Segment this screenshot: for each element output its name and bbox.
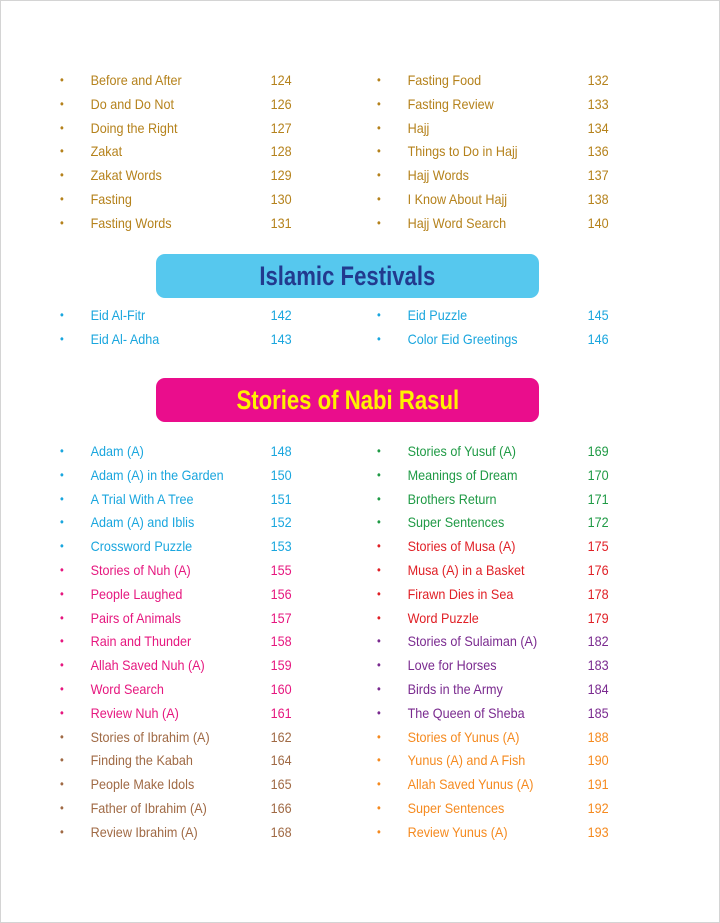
bullet-icon: •: [377, 215, 381, 230]
toc-entry-title: Do and Do Not: [90, 95, 174, 112]
toc-entry: [377, 749, 665, 773]
toc-entry-page-number: 176: [587, 561, 609, 578]
toc-entry: [377, 821, 665, 845]
toc-entry-page-number: 179: [587, 609, 609, 626]
toc-entry: [377, 654, 665, 678]
toc-entry: [60, 304, 348, 328]
toc-entry: [60, 749, 348, 773]
toc-entry-title: Adam (A): [90, 443, 144, 459]
bullet-icon: •: [60, 144, 64, 159]
toc-entry: [60, 328, 348, 352]
toc-entry-title: Super Sentences: [407, 514, 505, 531]
toc-entry: [60, 212, 348, 236]
toc-entry-title: Yunus (A) and A Fish: [407, 752, 526, 769]
bullet-icon: •: [60, 515, 64, 530]
toc-entry: [60, 440, 348, 464]
toc-entry-title: Eid Puzzle: [407, 307, 468, 323]
toc-entry-title: Review Ibrahim (A): [90, 823, 198, 840]
toc-entry-title: Stories of Ibrahim (A): [90, 728, 210, 745]
toc-entry-title: People Laughed: [90, 585, 183, 602]
toc-entry: [377, 328, 665, 352]
toc-entry-title: Word Search: [90, 680, 164, 697]
toc-entry-page-number: 151: [270, 490, 292, 507]
toc-entry-page-number: 131: [270, 214, 292, 231]
toc-entry-title: A Trial With A Tree: [90, 490, 194, 507]
toc-entry-page-number: 165: [270, 776, 292, 793]
bullet-icon: •: [60, 729, 64, 744]
bullet-icon: •: [60, 191, 64, 206]
toc-entry-title: Rain and Thunder: [90, 633, 192, 650]
bullet-icon: •: [377, 444, 381, 458]
toc-entry: [60, 821, 348, 845]
toc-entry-page-number: 172: [587, 514, 609, 531]
toc-entry-title: Firawn Dies in Sea: [407, 585, 514, 602]
toc-entry-title: Review Yunus (A): [407, 823, 508, 840]
section-heading-text: Islamic Festivals: [259, 261, 436, 291]
toc-entry: [377, 535, 665, 559]
toc-entry-page-number: 128: [270, 143, 292, 160]
toc-entry: [60, 464, 348, 488]
toc-entry-title: Fasting Review: [407, 95, 494, 112]
toc-entry-title: Love for Horses: [407, 657, 497, 674]
toc-entry-title: Before and After: [90, 72, 182, 88]
toc-entry-title: Stories of Musa (A): [407, 538, 516, 555]
bullet-icon: •: [60, 586, 64, 601]
toc-entry: [60, 702, 348, 726]
toc-entry: [377, 488, 665, 512]
toc-entry-page-number: 182: [587, 633, 609, 650]
bullet-icon: •: [377, 168, 381, 183]
toc-entry-page-number: 146: [587, 330, 609, 347]
bullet-icon: •: [377, 753, 381, 768]
toc-entry-page-number: 169: [587, 443, 609, 459]
toc-entry-page-number: 152: [270, 514, 292, 531]
toc-entry-title: Doing the Right: [90, 119, 178, 136]
toc-entry-page-number: 170: [587, 466, 609, 483]
toc-entry-title: Hajj: [407, 119, 430, 136]
toc-entry-title: Stories of Nuh (A): [90, 561, 191, 578]
toc-entry-title: I Know About Hajj: [407, 190, 508, 207]
toc-entry-page-number: 136: [587, 143, 609, 160]
bullet-icon: •: [377, 610, 381, 625]
toc-entry-page-number: 156: [270, 585, 292, 602]
bullet-icon: •: [377, 191, 381, 206]
toc-entry-page-number: 160: [270, 680, 292, 697]
bullet-icon: •: [377, 467, 381, 482]
toc-entry-page-number: 166: [270, 799, 292, 816]
bullet-icon: •: [377, 681, 381, 696]
toc-entry-title: Eid Al- Adha: [90, 330, 160, 347]
toc-entry-page-number: 142: [270, 307, 292, 323]
toc-entry-page-number: 153: [270, 538, 292, 555]
toc-entry-page-number: 145: [587, 307, 609, 323]
toc-entry-page-number: 188: [587, 728, 609, 745]
toc-entry: [377, 140, 665, 164]
toc-entry-title: Allah Saved Yunus (A): [407, 776, 534, 793]
bullet-icon: •: [60, 777, 64, 792]
bullet-icon: •: [60, 753, 64, 768]
bullet-icon: •: [60, 800, 64, 815]
bullet-icon: •: [377, 144, 381, 159]
toc-entry: [60, 559, 348, 583]
toc-entry: [377, 304, 665, 328]
toc-entry-title: The Queen of Sheba: [407, 704, 525, 721]
toc-entry-page-number: 148: [270, 443, 292, 459]
toc-entry-page-number: 132: [587, 72, 609, 88]
toc-entry-title: Eid Al-Fitr: [90, 307, 146, 323]
toc-entry-page-number: 192: [587, 799, 609, 816]
toc-entry-page-number: 161: [270, 704, 292, 721]
toc-entry: [60, 188, 348, 212]
bullet-icon: •: [60, 331, 64, 346]
toc-entry: [377, 630, 665, 654]
toc-column-right: [377, 440, 697, 845]
toc-entry-title: Stories of Yusuf (A): [407, 443, 516, 459]
toc-entry-page-number: 184: [587, 680, 609, 697]
bullet-icon: •: [377, 308, 381, 322]
toc-entry: [60, 93, 348, 117]
toc-entry-title: Allah Saved Nuh (A): [90, 657, 205, 674]
toc-entry-page-number: 193: [587, 823, 609, 840]
toc-entry-title: Birds in the Army: [407, 680, 503, 697]
toc-entry-title: Color Eid Greetings: [407, 330, 518, 347]
toc-entry-page-number: 158: [270, 633, 292, 650]
toc-entry: [60, 630, 348, 654]
toc-entry-title: People Make Idols: [90, 776, 195, 793]
toc-entry: [60, 117, 348, 141]
bullet-icon: •: [377, 658, 381, 673]
toc-entry-page-number: 175: [587, 538, 609, 555]
toc-entry-page-number: 129: [270, 167, 292, 184]
toc-entry: [60, 726, 348, 750]
bullet-icon: •: [60, 658, 64, 673]
toc-entry-page-number: 130: [270, 190, 292, 207]
bullet-icon: •: [377, 120, 381, 135]
toc-entry: [60, 140, 348, 164]
toc-entry: [377, 797, 665, 821]
toc-entry-page-number: 134: [587, 119, 609, 136]
toc-entry-page-number: 191: [587, 776, 609, 793]
bullet-icon: •: [60, 681, 64, 696]
toc-entry-title: Adam (A) in the Garden: [90, 466, 224, 483]
toc-entry-page-number: 190: [587, 752, 609, 769]
toc-entry-page-number: 155: [270, 561, 292, 578]
toc-entry-page-number: 150: [270, 466, 292, 483]
toc-entry: [60, 488, 348, 512]
toc-entry-page-number: 162: [270, 728, 292, 745]
toc-entry-page-number: 143: [270, 330, 292, 347]
bullet-icon: •: [377, 562, 381, 577]
toc-column-right: [377, 69, 697, 236]
section-heading-text: Stories of Nabi Rasul: [236, 385, 459, 415]
bullet-icon: •: [377, 634, 381, 649]
toc-entry-page-number: 168: [270, 823, 292, 840]
toc-column-left: [60, 440, 380, 845]
bullet-icon: •: [377, 73, 381, 87]
toc-entry-title: Stories of Sulaiman (A): [407, 633, 538, 650]
toc-entry: [377, 726, 665, 750]
toc-entry: [60, 773, 348, 797]
toc-entry: [377, 164, 665, 188]
toc-entry: [60, 654, 348, 678]
toc-entry: [377, 773, 665, 797]
toc-entry-page-number: 157: [270, 609, 292, 626]
toc-entry-title: Zakat: [90, 143, 123, 160]
toc-entry-page-number: 159: [270, 657, 292, 674]
bullet-icon: •: [377, 800, 381, 815]
toc-entry-title: Super Sentences: [407, 799, 505, 816]
toc-entry: [377, 511, 665, 535]
toc-entry-page-number: 185: [587, 704, 609, 721]
toc-entry: [377, 69, 665, 93]
toc-entry: [377, 117, 665, 141]
toc-entry: [377, 93, 665, 117]
bullet-icon: •: [60, 539, 64, 554]
toc-entry-page-number: 183: [587, 657, 609, 674]
toc-entry-page-number: 138: [587, 190, 609, 207]
bullet-icon: •: [377, 824, 381, 839]
bullet-icon: •: [60, 120, 64, 135]
bullet-icon: •: [60, 491, 64, 506]
bullet-icon: •: [377, 539, 381, 554]
toc-entry-page-number: 140: [587, 214, 609, 231]
toc-entry: [60, 69, 348, 93]
toc-entry-title: Meanings of Dream: [407, 466, 518, 483]
toc-entry: [60, 535, 348, 559]
bullet-icon: •: [60, 96, 64, 111]
bullet-icon: •: [60, 308, 64, 322]
toc-entry: [377, 440, 665, 464]
bullet-icon: •: [60, 562, 64, 577]
toc-entry: [377, 212, 665, 236]
toc-entry-title: Fasting Words: [90, 214, 172, 231]
bullet-icon: •: [60, 467, 64, 482]
section-heading-stories-of-nabi-rasul: [156, 378, 539, 422]
bullet-icon: •: [377, 515, 381, 530]
toc-entry-title: Brothers Return: [407, 490, 497, 507]
section-heading-islamic-festivals: [156, 254, 539, 298]
toc-entry: [377, 583, 665, 607]
toc-entry: [377, 702, 665, 726]
toc-entry: [60, 164, 348, 188]
toc-entry: [60, 511, 348, 535]
bullet-icon: •: [377, 586, 381, 601]
toc-entry-title: Review Nuh (A): [90, 704, 179, 721]
toc-entry: [377, 678, 665, 702]
toc-entry: [60, 607, 348, 631]
bullet-icon: •: [60, 634, 64, 649]
toc-entry-page-number: 127: [270, 119, 292, 136]
toc-entry-page-number: 164: [270, 752, 292, 769]
toc-entry-title: Father of Ibrahim (A): [90, 799, 207, 816]
toc-entry-title: Things to Do in Hajj: [407, 143, 518, 160]
toc-entry: [60, 583, 348, 607]
toc-entry-title: Stories of Yunus (A): [407, 728, 520, 745]
toc-entry: [377, 464, 665, 488]
toc-entry-page-number: 133: [587, 95, 609, 112]
toc-entry-title: Fasting: [90, 190, 132, 207]
toc-entry-page-number: 137: [587, 167, 609, 184]
toc-entry-title: Hajj Word Search: [407, 214, 507, 231]
toc-entry-title: Musa (A) in a Basket: [407, 561, 525, 578]
toc-entry-title: Fasting Food: [407, 72, 482, 88]
bullet-icon: •: [60, 705, 64, 720]
toc-entry-page-number: 178: [587, 585, 609, 602]
bullet-icon: •: [60, 215, 64, 230]
toc-entry: [377, 607, 665, 631]
toc-entry-title: Hajj Words: [407, 167, 469, 184]
toc-column-left: [60, 304, 380, 352]
toc-entry-title: Finding the Kabah: [90, 752, 193, 769]
toc-column-left: [60, 69, 380, 236]
bullet-icon: •: [377, 96, 381, 111]
toc-entry-title: Pairs of Animals: [90, 609, 181, 626]
bullet-icon: •: [60, 610, 64, 625]
toc-entry-title: Word Puzzle: [407, 609, 479, 626]
toc-entry: [60, 797, 348, 821]
toc-entry-title: Adam (A) and Iblis: [90, 514, 195, 531]
toc-entry-title: Zakat Words: [90, 167, 162, 184]
bullet-icon: •: [60, 73, 64, 87]
bullet-icon: •: [377, 705, 381, 720]
toc-entry: [377, 188, 665, 212]
bullet-icon: •: [377, 331, 381, 346]
toc-entry-page-number: 126: [270, 95, 292, 112]
toc-entry: [377, 559, 665, 583]
toc-column-right: [377, 304, 697, 352]
toc-entry-page-number: 124: [270, 72, 292, 88]
bullet-icon: •: [377, 491, 381, 506]
bullet-icon: •: [60, 824, 64, 839]
bullet-icon: •: [377, 729, 381, 744]
toc-entry-title: Crossword Puzzle: [90, 538, 193, 555]
bullet-icon: •: [60, 168, 64, 183]
bullet-icon: •: [60, 444, 64, 458]
bullet-icon: •: [377, 777, 381, 792]
toc-entry-page-number: 171: [587, 490, 609, 507]
toc-entry: [60, 678, 348, 702]
